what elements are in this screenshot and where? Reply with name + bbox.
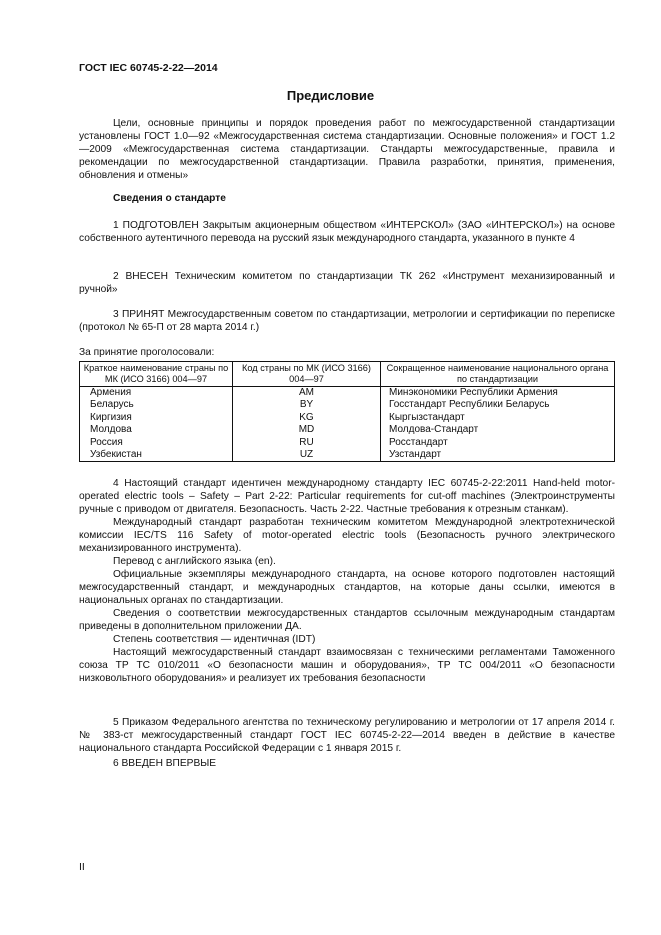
page-number: II [79, 861, 85, 873]
table-header-country: Краткое наименование страны по МК (ИСО 3166) 004—97 [80, 362, 233, 387]
section-title-block [79, 192, 615, 205]
table-cell-code: KG [233, 412, 381, 424]
item-2-block [79, 270, 615, 296]
table-row [80, 449, 615, 462]
table-row [80, 437, 615, 449]
item-1: 1 ПОДГОТОВЛЕН Закрытым акционерным обществом «ИНТЕРСКОЛ» (ЗАО «ИНТЕРСКОЛ») на основе собственного аутентичного перевода на русский язык международного стандарта, указанного в пункте 4 [79, 220, 615, 244]
item-6-block [79, 757, 615, 770]
table-cell-body: Кыргызстандарт [381, 412, 615, 424]
table-cell-body: Госстандарт Республики Беларусь [381, 399, 615, 411]
table-cell-code: MD [233, 424, 381, 436]
table-cell-body: Росстандарт [381, 437, 615, 449]
table-header-row [80, 362, 615, 387]
intro-block [79, 117, 615, 182]
item-2: 2 ВНЕСЕН Техническим комитетом по стандартизации ТК 262 «Инструмент механизированный и ручной» [79, 271, 615, 295]
document-code: ГОСТ IEC 60745-2-22—2014 [79, 62, 218, 74]
item-4-paragraph-6: Степень соответствия — идентичная (IDT) [113, 634, 316, 645]
vote-table [79, 361, 615, 462]
table-cell-country: Беларусь [80, 399, 233, 411]
page-title: Предисловие [286, 88, 375, 103]
table-header-code: Код страны по МК (ИСО 3166) 004—97 [233, 362, 381, 387]
table-cell-country: Россия [80, 437, 233, 449]
item-4-paragraph-4: Официальные экземпляры международного стандарта, на основе которого подготовлен настоящий межгосударственный стандарт, и международных стандартов, на которые даны ссылки, имеются в национальных органах по стандартизации. [79, 569, 615, 606]
item-4-paragraph-7: Настоящий межгосударственный стандарт взаимосвязан с техническими регламентами Таможенного союза ТР ТС 010/2011 «О безопасности машин и оборудования», ТР ТС 004/2011 «О безопасности низковольтного оборудования» и реализует их требования безопасности [79, 647, 615, 684]
table-row [80, 387, 615, 400]
table-cell-country: Молдова [80, 424, 233, 436]
vote-caption-block [79, 346, 615, 359]
table-row [80, 412, 615, 424]
table-row [80, 399, 615, 411]
table-cell-country: Киргизия [80, 412, 233, 424]
item-5: 5 Приказом Федерального агентства по техническому регулированию и метрологии от 17 апреля 2014 г. № 383-ст межгосударственный стандарт ГОСТ IEC 60745-2-22—2014 введен в действие в качестве национального стандарта Российской Федерации с 1 января 2015 г. [79, 717, 615, 754]
item-3-block [79, 308, 615, 334]
item-4-paragraph-3: Перевод с английского языка (en). [113, 556, 276, 567]
table-cell-body: Молдова-Стандарт [381, 424, 615, 436]
item-4-paragraph-1: 4 Настоящий стандарт идентичен международному стандарту IEC 60745-2-22:2011 Hand-held motor-operated electric tools – Safety – Part 2-22: Particular requirements for cut-off machines (Электроинструменты ручные с приводом от двигателя. Безопасность. Часть 2-22. Частные требования к отрезным станкам). [79, 478, 615, 515]
item-6: 6 ВВЕДЕН ВПЕРВЫЕ [113, 758, 217, 769]
table-cell-body: Узстандарт [381, 449, 615, 462]
item-1-block [79, 219, 615, 245]
table-cell-code: RU [233, 437, 381, 449]
intro-paragraph: Цели, основные принципы и порядок проведения работ по межгосударственной стандартизации установлены ГОСТ 1.0—92 «Межгосударственная система стандартизации. Основные положения» и ГОСТ 1.2—2009 «Межгосударственная система стандартизации. Стандарты межгосударственные, правила и рекомендации по межгосударственной стандартизации. Правила разработки, принятия, применения, обновления и отмены» [79, 118, 615, 181]
table-cell-body: Минэкономики Республики Армения [381, 387, 615, 400]
table-header-body: Сокращенное наименование национального органа по стандартизации [381, 362, 615, 387]
vote-caption: За принятие проголосовали: [79, 347, 215, 358]
item-5-block [79, 716, 615, 755]
table-row [80, 424, 615, 436]
section-title: Сведения о стандарте [113, 193, 226, 204]
item-4-block [79, 477, 615, 685]
item-4-paragraph-5: Сведения о соответствии межгосударственных стандартов ссылочным международным стандартам приведены в дополнительном приложении ДА. [79, 608, 615, 632]
table-cell-code: UZ [233, 449, 381, 462]
item-4-paragraph-2: Международный стандарт разработан техническим комитетом Международной электротехнической комиссии IEC/TS 116 Safety of motor-operated electric tools (Безопасность ручного электрического механизированного инструмента). [79, 517, 615, 554]
table-cell-code: AM [233, 387, 381, 400]
table-cell-code: BY [233, 399, 381, 411]
table-cell-country: Армения [80, 387, 233, 400]
table-cell-country: Узбекистан [80, 449, 233, 462]
item-3: 3 ПРИНЯТ Межгосударственным советом по стандартизации, метрологии и сертификации по переписке (протокол № 65-П от 28 марта 2014 г.) [79, 309, 615, 333]
